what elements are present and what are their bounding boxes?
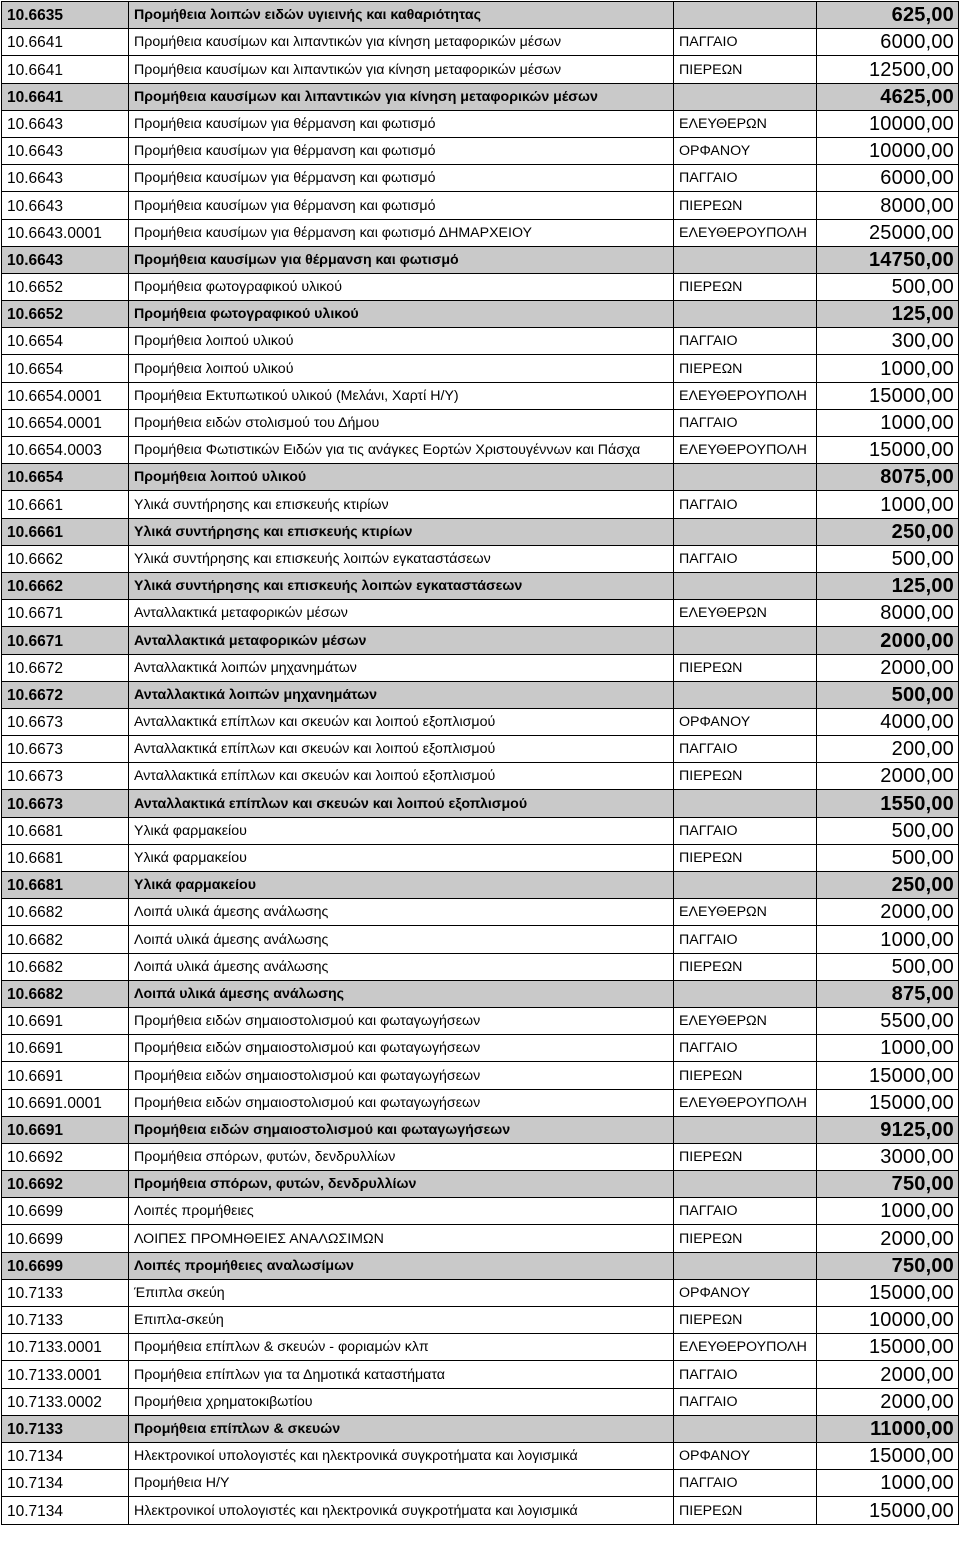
description-cell: Υλικά φαρμακείου [129,872,674,899]
area-cell: ΕΛΕΥΘΕΡΟΥΠΟΛΗ [674,1089,817,1116]
budget-table [1,1,959,1525]
area-cell: ΠΙΕΡΕΩΝ [674,1062,817,1089]
table-row [2,600,959,627]
area-cell: ΠΙΕΡΕΩΝ [674,1225,817,1252]
table-total-row [2,301,959,328]
account-code-cell: 10.6691 [2,1035,129,1062]
description-cell: Ανταλλακτικά μεταφορικών μέσων [129,627,674,654]
account-code-cell: 10.6672 [2,654,129,681]
account-code-cell: 10.6661 [2,518,129,545]
description-cell: Προμήθεια ειδών σημαιοστολισμού και φωταγωγήσεων [129,1035,674,1062]
account-code-cell: 10.6673 [2,790,129,817]
description-cell: ΛΟΙΠΕΣ ΠΡΟΜΗΘΕΙΕΣ ΑΝΑΛΩΣΙΜΩΝ [129,1225,674,1252]
area-cell: ΠΑΓΓΑΙΟ [674,1470,817,1497]
table-row [2,1470,959,1497]
table-total-row [2,83,959,110]
account-code-cell: 10.6699 [2,1252,129,1279]
area-cell: ΠΑΓΓΑΙΟ [674,328,817,355]
amount-cell: 15000,00 [817,437,959,464]
amount-cell: 10000,00 [817,137,959,164]
table-row [2,736,959,763]
description-cell: Προμήθεια ειδών σημαιοστολισμού και φωταγωγήσεων [129,1089,674,1116]
table-total-row [2,1415,959,1442]
amount-cell: 875,00 [817,980,959,1007]
amount-cell: 2000,00 [817,654,959,681]
area-cell: ΟΡΦΑΝΟΥ [674,1442,817,1469]
description-cell: Επιπλα-σκεύη [129,1307,674,1334]
area-cell: ΠΑΓΓΑΙΟ [674,1361,817,1388]
account-code-cell: 10.6682 [2,953,129,980]
description-cell: Προμήθεια επίπλων για τα Δημοτικά καταστήματα [129,1361,674,1388]
account-code-cell: 10.6682 [2,926,129,953]
description-cell: Προμήθεια φωτογραφικού υλικού [129,301,674,328]
area-cell: ΠΙΕΡΕΩΝ [674,953,817,980]
area-cell [674,790,817,817]
description-cell: Προμήθεια χρηματοκιβωτίου [129,1388,674,1415]
account-code-cell: 10.7133 [2,1279,129,1306]
description-cell: Λοιπά υλικά άμεσης ανάλωσης [129,899,674,926]
amount-cell: 2000,00 [817,1361,959,1388]
amount-cell: 9125,00 [817,1116,959,1143]
description-cell: Προμήθεια καυσίμων και λιπαντικών για κίνηση μεταφορικών μέσων [129,29,674,56]
area-cell [674,518,817,545]
amount-cell: 8000,00 [817,192,959,219]
account-code-cell: 10.7134 [2,1470,129,1497]
account-code-cell: 10.7133.0001 [2,1334,129,1361]
amount-cell: 10000,00 [817,110,959,137]
area-cell: ΠΑΓΓΑΙΟ [674,1198,817,1225]
description-cell: Ανταλλακτικά επίπλων και σκευών και λοιπού εξοπλισμού [129,708,674,735]
table-row [2,409,959,436]
table-row [2,56,959,83]
amount-cell: 125,00 [817,301,959,328]
amount-cell: 1000,00 [817,1035,959,1062]
table-row [2,654,959,681]
description-cell: Ανταλλακτικά επίπλων και σκευών και λοιπού εξοπλισμού [129,790,674,817]
amount-cell: 625,00 [817,2,959,29]
area-cell [674,2,817,29]
account-code-cell: 10.6681 [2,817,129,844]
amount-cell: 25000,00 [817,219,959,246]
table-row [2,545,959,572]
area-cell: ΕΛΕΥΘΕΡΩΝ [674,899,817,926]
amount-cell: 11000,00 [817,1415,959,1442]
amount-cell: 5500,00 [817,1007,959,1034]
amount-cell: 250,00 [817,518,959,545]
account-code-cell: 10.7133 [2,1307,129,1334]
area-cell [674,1415,817,1442]
account-code-cell: 10.6682 [2,899,129,926]
description-cell: Ανταλλακτικά λοιπών μηχανημάτων [129,654,674,681]
account-code-cell: 10.6641 [2,29,129,56]
area-cell [674,572,817,599]
area-cell: ΠΑΓΓΑΙΟ [674,817,817,844]
account-code-cell: 10.6662 [2,545,129,572]
table-row [2,355,959,382]
area-cell: ΕΛΕΥΘΕΡΟΥΠΟΛΗ [674,1334,817,1361]
area-cell [674,1116,817,1143]
description-cell: Προμήθεια καυσίμων και λιπαντικών για κίνηση μεταφορικών μέσων [129,83,674,110]
area-cell: ΠΑΓΓΑΙΟ [674,545,817,572]
amount-cell: 10000,00 [817,1307,959,1334]
description-cell: Ανταλλακτικά επίπλων και σκευών και λοιπού εξοπλισμού [129,763,674,790]
table-row [2,137,959,164]
account-code-cell: 10.6654 [2,328,129,355]
description-cell: Προμήθεια ειδών σημαιοστολισμού και φωταγωγήσεων [129,1062,674,1089]
table-total-row [2,2,959,29]
description-cell: Προμήθεια ειδών σημαιοστολισμού και φωταγωγήσεων [129,1007,674,1034]
account-code-cell: 10.6641 [2,56,129,83]
area-cell: ΟΡΦΑΝΟΥ [674,708,817,735]
table-row [2,219,959,246]
account-code-cell: 10.6654 [2,355,129,382]
table-row [2,817,959,844]
account-code-cell: 10.7134 [2,1497,129,1524]
account-code-cell: 10.6673 [2,736,129,763]
area-cell: ΕΛΕΥΘΕΡΟΥΠΟΛΗ [674,382,817,409]
account-code-cell: 10.6691 [2,1007,129,1034]
amount-cell: 2000,00 [817,1225,959,1252]
description-cell: Προμήθεια καυσίμων για θέρμανση και φωτισμό [129,165,674,192]
area-cell: ΠΑΓΓΑΙΟ [674,1388,817,1415]
budget-table-body [2,2,959,1525]
table-total-row [2,1171,959,1198]
account-code-cell: 10.7133 [2,1415,129,1442]
area-cell: ΕΛΕΥΘΕΡΟΥΠΟΛΗ [674,219,817,246]
area-cell: ΠΙΕΡΕΩΝ [674,763,817,790]
area-cell: ΠΙΕΡΕΩΝ [674,273,817,300]
table-row [2,491,959,518]
description-cell: Προμήθεια καυσίμων για θέρμανση και φωτισμό [129,110,674,137]
description-cell: Ανταλλακτικά μεταφορικών μέσων [129,600,674,627]
area-cell [674,681,817,708]
area-cell: ΠΙΕΡΕΩΝ [674,355,817,382]
amount-cell: 1000,00 [817,355,959,382]
table-row [2,192,959,219]
account-code-cell: 10.6691.0001 [2,1089,129,1116]
account-code-cell: 10.6643 [2,110,129,137]
table-total-row [2,518,959,545]
amount-cell: 2000,00 [817,1388,959,1415]
description-cell: Προμήθεια καυσίμων για θέρμανση και φωτισμό [129,137,674,164]
account-code-cell: 10.6671 [2,627,129,654]
amount-cell: 500,00 [817,844,959,871]
table-total-row [2,246,959,273]
table-total-row [2,980,959,1007]
area-cell: ΠΙΕΡΕΩΝ [674,844,817,871]
area-cell: ΠΙΕΡΕΩΝ [674,1307,817,1334]
amount-cell: 1550,00 [817,790,959,817]
area-cell [674,301,817,328]
area-cell: ΕΛΕΥΘΕΡΟΥΠΟΛΗ [674,437,817,464]
table-total-row [2,1252,959,1279]
amount-cell: 1000,00 [817,1470,959,1497]
amount-cell: 1000,00 [817,491,959,518]
account-code-cell: 10.6699 [2,1198,129,1225]
description-cell: Προμήθεια λοιπού υλικού [129,355,674,382]
account-code-cell: 10.6692 [2,1143,129,1170]
table-total-row [2,790,959,817]
table-row [2,1007,959,1034]
table-row [2,1143,959,1170]
area-cell [674,627,817,654]
amount-cell: 1000,00 [817,926,959,953]
amount-cell: 2000,00 [817,763,959,790]
amount-cell: 500,00 [817,273,959,300]
description-cell: Ηλεκτρονικοί υπολογιστές και ηλεκτρονικά συγκροτήματα και λογισμικά [129,1442,674,1469]
area-cell [674,980,817,1007]
area-cell: ΠΙΕΡΕΩΝ [674,654,817,681]
amount-cell: 2000,00 [817,627,959,654]
table-total-row [2,572,959,599]
amount-cell: 500,00 [817,817,959,844]
table-row [2,1225,959,1252]
amount-cell: 6000,00 [817,165,959,192]
area-cell: ΠΙΕΡΕΩΝ [674,1143,817,1170]
area-cell: ΠΑΓΓΑΙΟ [674,926,817,953]
area-cell: ΠΑΓΓΑΙΟ [674,1035,817,1062]
area-cell [674,872,817,899]
amount-cell: 500,00 [817,545,959,572]
area-cell [674,464,817,491]
description-cell: Προμήθεια καυσίμων για θέρμανση και φωτισμό [129,192,674,219]
area-cell: ΠΑΓΓΑΙΟ [674,491,817,518]
account-code-cell: 10.6652 [2,301,129,328]
budget-sheet [1,1,959,1525]
amount-cell: 200,00 [817,736,959,763]
area-cell: ΠΙΕΡΕΩΝ [674,56,817,83]
description-cell: Προμήθεια λοιπού υλικού [129,328,674,355]
account-code-cell: 10.6682 [2,980,129,1007]
amount-cell: 125,00 [817,572,959,599]
table-row [2,328,959,355]
account-code-cell: 10.6673 [2,763,129,790]
account-code-cell: 10.6643 [2,192,129,219]
description-cell: Έπιπλα σκεύη [129,1279,674,1306]
table-row [2,926,959,953]
account-code-cell: 10.6673 [2,708,129,735]
amount-cell: 1000,00 [817,1198,959,1225]
account-code-cell: 10.6654.0003 [2,437,129,464]
account-code-cell: 10.6692 [2,1171,129,1198]
area-cell: ΟΡΦΑΝΟΥ [674,1279,817,1306]
table-row [2,1089,959,1116]
area-cell: ΠΑΓΓΑΙΟ [674,29,817,56]
account-code-cell: 10.6643.0001 [2,219,129,246]
description-cell: Προμήθεια επίπλων & σκευών - φοριαμών κλπ [129,1334,674,1361]
amount-cell: 8075,00 [817,464,959,491]
account-code-cell: 10.6643 [2,165,129,192]
area-cell: ΟΡΦΑΝΟΥ [674,137,817,164]
amount-cell: 1000,00 [817,409,959,436]
account-code-cell: 10.6654.0001 [2,409,129,436]
table-total-row [2,681,959,708]
description-cell: Υλικά συντήρησης και επισκευής κτιρίων [129,491,674,518]
account-code-cell: 10.7133.0002 [2,1388,129,1415]
area-cell: ΕΛΕΥΘΕΡΩΝ [674,110,817,137]
amount-cell: 3000,00 [817,1143,959,1170]
description-cell: Υλικά συντήρησης και επισκευής λοιπών εγκαταστάσεων [129,572,674,599]
amount-cell: 750,00 [817,1171,959,1198]
table-total-row [2,464,959,491]
amount-cell: 4000,00 [817,708,959,735]
account-code-cell: 10.7133.0001 [2,1361,129,1388]
account-code-cell: 10.6699 [2,1225,129,1252]
area-cell: ΠΙΕΡΕΩΝ [674,1497,817,1524]
table-row [2,1279,959,1306]
table-row [2,273,959,300]
description-cell: Προμήθεια λοιπού υλικού [129,464,674,491]
amount-cell: 2000,00 [817,899,959,926]
account-code-cell: 10.6652 [2,273,129,300]
amount-cell: 8000,00 [817,600,959,627]
table-total-row [2,872,959,899]
account-code-cell: 10.6691 [2,1116,129,1143]
table-row [2,844,959,871]
description-cell: Προμήθεια επίπλων & σκευών [129,1415,674,1442]
amount-cell: 15000,00 [817,1442,959,1469]
description-cell: Υλικά φαρμακείου [129,844,674,871]
table-row [2,1334,959,1361]
account-code-cell: 10.6662 [2,572,129,599]
area-cell: ΕΛΕΥΘΕΡΩΝ [674,1007,817,1034]
table-row [2,1307,959,1334]
account-code-cell: 10.6691 [2,1062,129,1089]
area-cell [674,1252,817,1279]
amount-cell: 4625,00 [817,83,959,110]
table-row [2,1497,959,1524]
description-cell: Λοιπές προμήθειες αναλωσίμων [129,1252,674,1279]
table-row [2,1062,959,1089]
description-cell: Υλικά συντήρησης και επισκευής κτιρίων [129,518,674,545]
amount-cell: 14750,00 [817,246,959,273]
table-row [2,953,959,980]
description-cell: Προμήθεια Φωτιστικών Ειδών για τις ανάγκες Εορτών Χριστουγέννων και Πάσχα [129,437,674,464]
account-code-cell: 10.6672 [2,681,129,708]
table-row [2,1361,959,1388]
amount-cell: 250,00 [817,872,959,899]
description-cell: Ανταλλακτικά λοιπών μηχανημάτων [129,681,674,708]
table-row [2,763,959,790]
description-cell: Προμήθεια ειδών σημαιοστολισμού και φωταγωγήσεων [129,1116,674,1143]
area-cell: ΠΙΕΡΕΩΝ [674,192,817,219]
table-row [2,708,959,735]
table-row [2,1388,959,1415]
area-cell [674,1171,817,1198]
table-row [2,110,959,137]
table-row [2,29,959,56]
account-code-cell: 10.7134 [2,1442,129,1469]
table-row [2,382,959,409]
amount-cell: 15000,00 [817,1089,959,1116]
description-cell: Προμήθεια σπόρων, φυτών, δενδρυλλίων [129,1171,674,1198]
description-cell: Προμήθεια φωτογραφικού υλικού [129,273,674,300]
table-row [2,1198,959,1225]
description-cell: Προμήθεια σπόρων, φυτών, δενδρυλλίων [129,1143,674,1170]
amount-cell: 15000,00 [817,1497,959,1524]
table-row [2,165,959,192]
table-row [2,437,959,464]
account-code-cell: 10.6681 [2,872,129,899]
amount-cell: 500,00 [817,953,959,980]
amount-cell: 15000,00 [817,1062,959,1089]
area-cell: ΠΑΓΓΑΙΟ [674,409,817,436]
account-code-cell: 10.6681 [2,844,129,871]
description-cell: Ηλεκτρονικοί υπολογιστές και ηλεκτρονικά συγκροτήματα και λογισμικά [129,1497,674,1524]
description-cell: Προμήθεια καυσίμων για θέρμανση και φωτισμό ΔΗΜΑΡΧΕΙΟΥ [129,219,674,246]
description-cell: Ανταλλακτικά επίπλων και σκευών και λοιπού εξοπλισμού [129,736,674,763]
amount-cell: 15000,00 [817,1334,959,1361]
description-cell: Προμήθεια λοιπών ειδών υγιεινής και καθαριότητας [129,2,674,29]
account-code-cell: 10.6671 [2,600,129,627]
account-code-cell: 10.6641 [2,83,129,110]
table-row [2,899,959,926]
description-cell: Υλικά φαρμακείου [129,817,674,844]
amount-cell: 6000,00 [817,29,959,56]
description-cell: Προμήθεια καυσίμων και λιπαντικών για κίνηση μεταφορικών μέσων [129,56,674,83]
table-total-row [2,627,959,654]
description-cell: Προμήθεια Εκτυπωτικού υλικού (Μελάνι, Χαρτί Η/Υ) [129,382,674,409]
area-cell: ΠΑΓΓΑΙΟ [674,736,817,763]
area-cell [674,246,817,273]
account-code-cell: 10.6661 [2,491,129,518]
description-cell: Προμήθεια Η/Υ [129,1470,674,1497]
table-total-row [2,1116,959,1143]
description-cell: Λοιπές προμήθειες [129,1198,674,1225]
account-code-cell: 10.6654 [2,464,129,491]
account-code-cell: 10.6643 [2,246,129,273]
amount-cell: 12500,00 [817,56,959,83]
account-code-cell: 10.6635 [2,2,129,29]
amount-cell: 15000,00 [817,382,959,409]
amount-cell: 15000,00 [817,1279,959,1306]
description-cell: Υλικά συντήρησης και επισκευής λοιπών εγκαταστάσεων [129,545,674,572]
description-cell: Λοιπά υλικά άμεσης ανάλωσης [129,953,674,980]
amount-cell: 300,00 [817,328,959,355]
description-cell: Λοιπά υλικά άμεσης ανάλωσης [129,980,674,1007]
table-row [2,1035,959,1062]
table-row [2,1442,959,1469]
area-cell: ΠΑΓΓΑΙΟ [674,165,817,192]
description-cell: Προμήθεια καυσίμων για θέρμανση και φωτισμό [129,246,674,273]
account-code-cell: 10.6654.0001 [2,382,129,409]
description-cell: Λοιπά υλικά άμεσης ανάλωσης [129,926,674,953]
area-cell: ΕΛΕΥΘΕΡΩΝ [674,600,817,627]
account-code-cell: 10.6643 [2,137,129,164]
amount-cell: 750,00 [817,1252,959,1279]
area-cell [674,83,817,110]
amount-cell: 500,00 [817,681,959,708]
description-cell: Προμήθεια ειδών στολισμού του Δήμου [129,409,674,436]
